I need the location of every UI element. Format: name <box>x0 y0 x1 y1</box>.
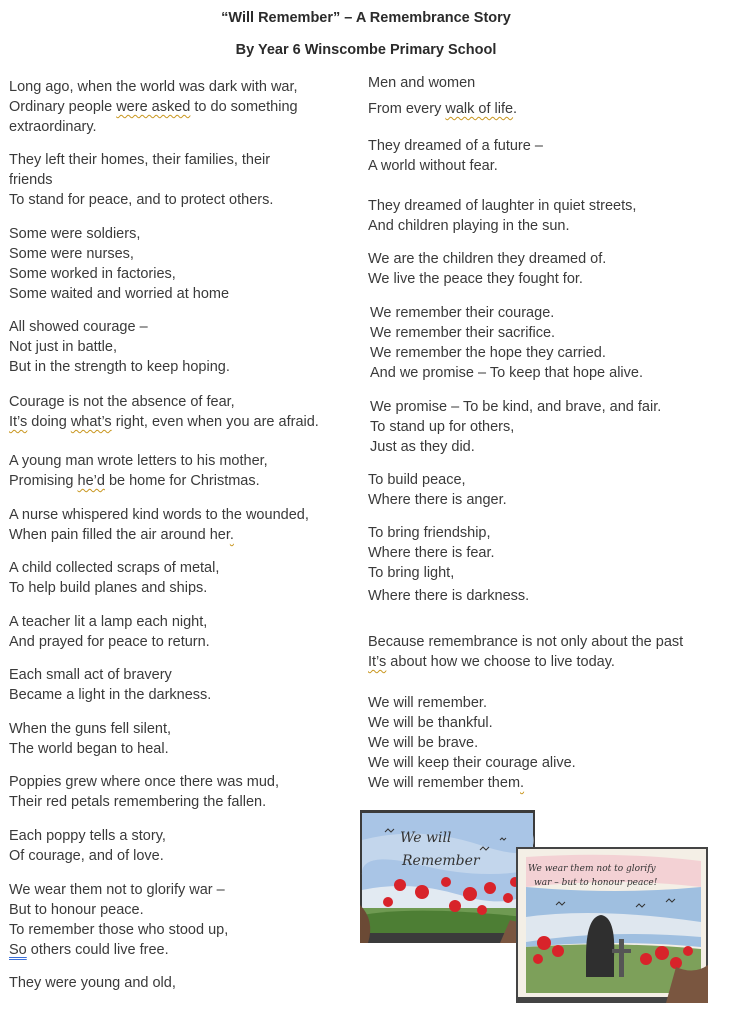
painting-1-text-line-1: We will <box>400 830 452 846</box>
right-stanza-9: Because remembrance is not only about the past It’s about how we choose to live today. <box>368 634 684 670</box>
right-stanza-10: We will remember. We will be thankful. We will be brave. We will keep their courage alive. We will remember them. <box>368 695 576 791</box>
left-stanza-3: Some were soldiers, Some were nurses, Some worked in factories, Some waited and worried at home <box>9 226 230 302</box>
left-stanza-1: Long ago, when the world was dark with war, Ordinary people were asked to do something extraordinary. <box>9 79 298 135</box>
left-stanza-4: All showed courage – Not just in battle, But in the strength to keep hoping. <box>9 319 230 375</box>
poppy-painting-honour-peace <box>516 847 708 1003</box>
left-stanza-15: They were young and old, <box>9 975 176 991</box>
painting-2-text-line-1: We wear them not to glorify <box>528 864 656 874</box>
left-stanza-6: A young man wrote letters to his mother, Promising he’d be home for Christmas. <box>9 453 268 489</box>
left-stanza-13: Each poppy tells a story, Of courage, and of love. <box>9 828 166 864</box>
left-stanza-11: When the guns fell silent, The world began to heal. <box>9 721 172 757</box>
left-stanza-10: Each small act of bravery Became a light in the darkness. <box>9 667 212 703</box>
left-stanza-14: We wear them not to glorify war – But to honour peace. To remember those who stood up, So others could live free. <box>9 882 229 958</box>
painting-1-svg <box>360 810 535 943</box>
right-stanza-2: They dreamed of a future – A world without fear. <box>368 138 543 174</box>
painting-1-text-line-2: Remember <box>402 853 480 869</box>
right-stanza-8: To bring friendship, Where there is fear. To bring light, Where there is darkness. <box>368 525 530 604</box>
left-stanza-8: A child collected scraps of metal, To help build planes and ships. <box>9 560 220 596</box>
poppy-painting-we-will-remember <box>360 810 535 943</box>
painting-2-text-line-2: war – but to honour peace! <box>534 878 658 888</box>
left-stanza-5: Courage is not the absence of fear, It’s doing what’s right, even when you are afraid. <box>9 394 319 430</box>
right-stanza-1: Men and women From every walk of life. <box>368 75 518 117</box>
page-title: “Will Remember” – A Remembrance Story <box>221 10 511 26</box>
page-subtitle: By Year 6 Winscombe Primary School <box>235 42 497 58</box>
left-stanza-7: A nurse whispered kind words to the wounded, When pain filled the air around her. <box>9 507 309 543</box>
right-stanza-3: They dreamed of laughter in quiet streets, And children playing in the sun. <box>368 198 637 234</box>
left-stanza-9: A teacher lit a lamp each night, And prayed for peace to return. <box>9 614 210 650</box>
right-stanza-6: We promise – To be kind, and brave, and fair. To stand up for others, Just as they did. <box>370 399 662 455</box>
right-stanza-7: To build peace, Where there is anger. <box>368 472 507 508</box>
left-stanza-2: They left their homes, their families, their friends To stand for peace, and to protect others. <box>9 152 274 208</box>
left-stanza-12: Poppies grew where once there was mud, Their red petals remembering the fallen. <box>9 774 280 810</box>
right-stanza-4: We are the children they dreamed of. We live the peace they fought for. <box>368 251 607 287</box>
painting-2-svg <box>516 847 708 1003</box>
right-stanza-5: We remember their courage. We remember their sacrifice. We remember the hope they carried. And we promise – To keep that hope alive. <box>370 305 643 381</box>
